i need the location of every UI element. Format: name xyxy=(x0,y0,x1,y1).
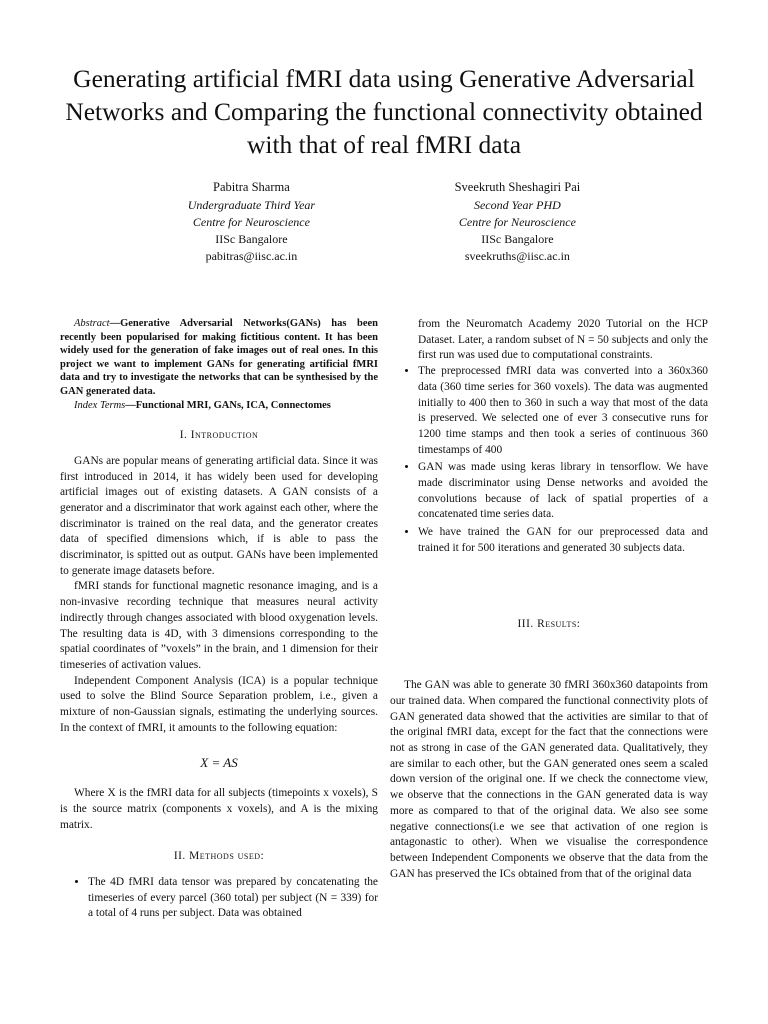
list-item-continuation: from the Neuromatch Academy 2020 Tutorial on the HCP Dataset. Later, a random subset of N = 50 subjects and only the first run was used due to computational constraints. xyxy=(418,318,708,362)
list-item: • GAN was made using keras library in tensorflow. We have made discriminator using Dense networks and avoided the convolutions because of lack of spatial properties of a concatenated time series data. xyxy=(418,460,708,523)
author-dept: Centre for Neuroscience xyxy=(192,215,310,229)
section-heading-introduction: I. Introduction xyxy=(179,429,259,442)
abstract-lead: Abstract xyxy=(74,318,110,329)
author-name: Sveekruth Sheshagiri Pai xyxy=(454,180,581,194)
author-role: Second Year PHD xyxy=(473,198,561,212)
list-item: • We have trained the GAN for our preprocessed data and trained it for 500 iterations and generated 30 subjects data. xyxy=(418,525,708,556)
author-email: sveekruths@iisc.ac.in xyxy=(464,249,570,263)
paragraph: Independent Component Analysis (ICA) is a popular technique used to solve the Blind Source Separation problem, i.e., given a mixture of non-Gaussian signals, estimating the underlying sources. In the context of fMRI, it amounts to the following equation: xyxy=(60,674,378,734)
paragraph: fMRI stands for functional magnetic resonance imaging, and is a non-invasive recording technique that measures neural activity indirectly through changes associated with blood oxygenation levels. The resulting data is 4D, with 3 dimensions corresponding to the spatial coordinates of ”voxels” in the brain, and 1 dimension for their timeseries of activation values. xyxy=(60,580,378,671)
equation: X = AS xyxy=(200,754,238,770)
author-role: Undergraduate Third Year xyxy=(187,198,316,212)
paragraph: Where X is the fMRI data for all subjects (timepoints x voxels), S is the source matrix (components x voxels), and A is the mixing matrix. xyxy=(60,787,378,831)
section-heading-methods: II. Methods used: xyxy=(173,850,265,863)
two-column-body xyxy=(60,317,708,924)
abstract-text: —Generative Adversarial Networks(GANs) has been recently been popularised for making fictitious content. It has been widely used for the generation of fake images out of real ones. In this project we want to implement GANs for generating artificial fMRI data and try to investigate the networks that can be synthesised by the GAN generated data. xyxy=(60,318,378,397)
abstract xyxy=(60,317,378,399)
author-name: Pabitra Sharma xyxy=(213,180,290,194)
author-2 xyxy=(455,179,581,265)
author-institution: IISc Bangalore xyxy=(215,232,288,246)
author-dept: Centre for Neuroscience xyxy=(458,215,576,229)
paper-title: Generating artificial fMRI data using Generative Adversarial Networks and Comparing the functional connectivity obtained with that of real fMRI data xyxy=(65,64,703,159)
left-column xyxy=(60,317,378,924)
author-1 xyxy=(188,179,315,265)
right-column xyxy=(390,317,708,924)
index-terms-text: —Functional MRI, GANs, ICA, Connectomes xyxy=(125,399,331,411)
methods-list xyxy=(60,875,378,922)
paragraph: The GAN was able to generate 30 fMRI 360x360 datapoints from our trained data. When compared the functional connectivity plots of GAN generated data showed that the activities are similar to that of the original fMRI data, except for the fact that the connections were not as strong in case of the GAN generated data. Qualitatively, they are similar to each other, but the GAN generated ones seem a scaled down version of the original one. If we check the connectome view, we observe that the connections in the GAN generated data is way more as compared to that of the original data. We also see some negative connections(i.e we see that activation of one region is antagonastic to other). When we visualise the correspondence between Independent Components we observe that the data from the GAN has preserved the ICs obtained from that of the original data xyxy=(390,679,708,880)
list-item: • The 4D fMRI data tensor was prepared by concatenating the timeseries of every parcel (360 total) per subject (N = 339) for a total of 4 runs per subject. Data was obtained xyxy=(88,875,378,922)
author-block xyxy=(60,179,708,265)
index-terms-lead: Index Terms xyxy=(74,399,126,411)
list-item: • The preprocessed fMRI data was converted into a 360x360 data (360 time series for 360 voxels). The data was augmented initially to 400 then to 360 in such a way that most of the data is preserved. We selected one of ever 3 consecutive runs for 1200 time stamps and then took a series of continuous 360 timestamps of 400 xyxy=(418,364,708,458)
index-terms xyxy=(60,399,378,413)
author-email: pabitras@iisc.ac.in xyxy=(205,249,298,263)
methods-list-continued xyxy=(390,364,708,556)
author-institution: IISc Bangalore xyxy=(481,232,554,246)
paragraph: GANs are popular means of generating artificial data. Since it was first introduced in 2014, it has widely been used for developing artificial images out of existing datasets. A GAN consists of a generator and a discriminator that work against each other, where the discriminator is trained on the real data, and the generator creates data of specified dimensions which, if is able to pass the discriminator, is spitted out as output. GANs have been implemented to generate image datasets before. xyxy=(60,454,378,577)
section-heading-results: III. Results: xyxy=(517,617,581,630)
